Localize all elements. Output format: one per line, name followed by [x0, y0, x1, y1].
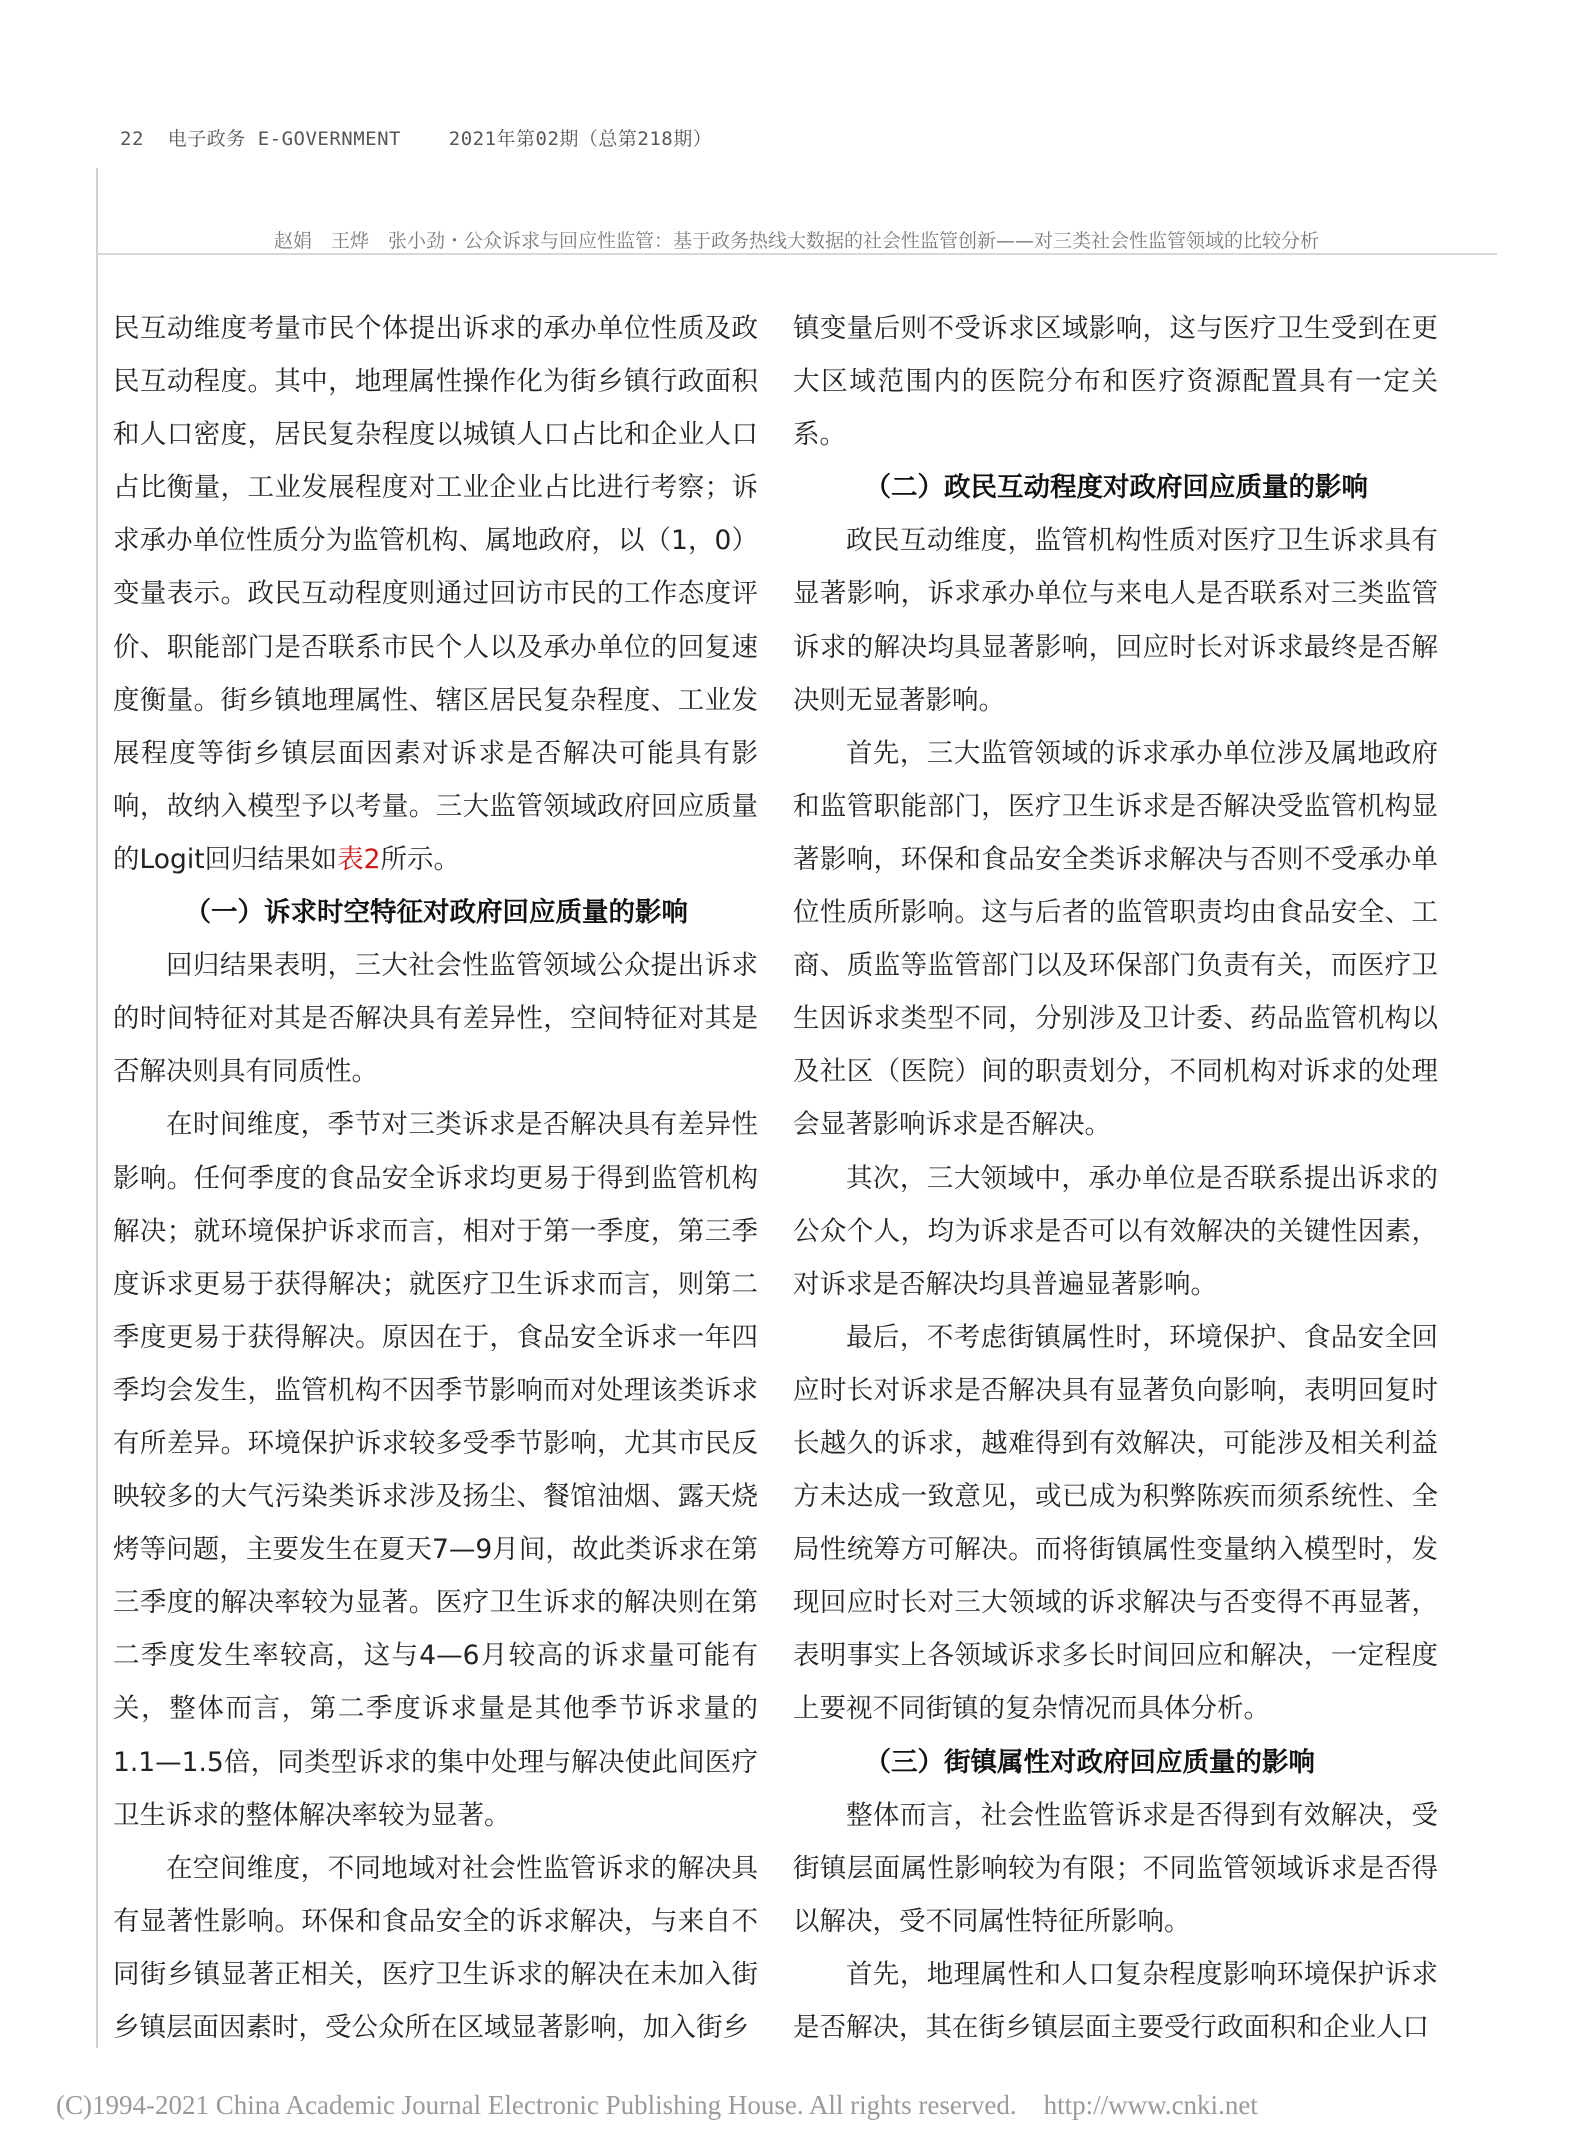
- paragraph-text: 民互动维度考量市民个体提出诉求的承办单位性质及政民互动程度。其中，地理属性操作化为街乡镇行政面积和人口密度，居民复杂程度以城镇人口占比和企业人口占比衡量，工业发展程度对工业企业占比进行考察；诉求承办单位性质分为监管机构、属地政府，以（1，0）变量表示。政民互动程度则通过回访市民的工作态度评价、职能部门是否联系市民个人以及承办单位的回复速度衡量。街乡镇地理属性、辖区居民复杂程度、工业发展程度等街乡镇层面因素对诉求是否解决可能具有影响，故纳入模型予以考量。三大监管领域政府回应质量的Logit回归结果如: [113, 313, 758, 875]
- body-paragraph: 在时间维度，季节对三类诉求是否解决具有差异性影响。任何季度的食品安全诉求均更易于得到监管机构解决；就环境保护诉求而言，相对于第一季度，第三季度诉求更易于获得解决；就医疗卫生诉求而言，则第二季度更易于获得解决。原因在于，食品安全诉求一年四季均会发生，监管机构不因季节影响而对处理该类诉求有所差异。环境保护诉求较多受季节影响，尤其市民反映较多的大气污染类诉求涉及扬尘、餐馆油烟、露天烧烤等问题，主要发生在夏天7—9月间，故此类诉求在第三季度的解决率较为显著。医疗卫生诉求的解决则在第二季度发生率较高，这与4—6月较高的诉求量可能有关，整体而言，第二季度诉求量是其他季节诉求量的1.1—1.5倍，同类型诉求的集中处理与解决使此间医疗卫生诉求的整体解决率较为显著。: [113, 1109, 758, 1831]
- cnki-url[interactable]: http://www.cnki.net: [1043, 2090, 1258, 2120]
- body-paragraph: [113, 302, 758, 886]
- left-margin-rule: [96, 168, 98, 2048]
- body-paragraph: 首先，三大监管领域的诉求承办单位涉及属地政府和监管职能部门，医疗卫生诉求是否解决受监管机构显著影响，环保和食品安全类诉求解决与否则不受承办单位性质所影响。这与后者的监管职责均由食品安全、工商、质监等监管部门以及环保部门负责有关，而医疗卫生因诉求类型不同，分别涉及卫计委、药品监管机构以及社区（医院）间的职责划分，不同机构对诉求的处理会显著影响诉求是否解决。: [793, 737, 1438, 1141]
- right-column: [793, 302, 1438, 2054]
- running-title: 赵娟 王烨 张小劲・公众诉求与回应性监管：基于政务热线大数据的社会性监管创新——对三类社会性监管领域的比较分析: [273, 230, 1319, 252]
- body-paragraph: 整体而言，社会性监管诉求是否得到有效解决，受街镇层面属性影响较为有限；不同监管领域诉求是否得以解决，受不同属性特征所影响。: [793, 1799, 1438, 1937]
- left-column: [113, 302, 758, 2054]
- table-reference-link[interactable]: 表2: [337, 843, 381, 875]
- header-divider: [96, 253, 1497, 255]
- page-footer: [56, 2090, 1258, 2121]
- page-number: 22: [120, 128, 144, 150]
- section-heading: （三）街镇属性对政府回应质量的影响: [864, 1746, 1316, 1778]
- page-header: [120, 124, 712, 151]
- paragraph-text: 所示。: [380, 843, 460, 875]
- body-paragraph: 镇变量后则不受诉求区域影响，这与医疗卫生受到在更大区域范围内的医院分布和医疗资源配置具有一定关系。: [793, 313, 1438, 451]
- body-paragraph: 回归结果表明，三大社会性监管领域公众提出诉求的时间特征对其是否解决具有差异性，空间特征对其是否解决则具有同质性。: [113, 950, 758, 1088]
- body-paragraph: 政民互动维度，监管机构性质对医疗卫生诉求具有显著影响，诉求承办单位与来电人是否联系对三类监管诉求的解决均具显著影响，回应时长对诉求最终是否解决则无显著影响。: [793, 525, 1438, 716]
- body-paragraph: 首先，地理属性和人口复杂程度影响环境保护诉求是否解决，其在街乡镇层面主要受行政面积和企业人口: [793, 1958, 1438, 2043]
- journal-issue: 2021年第02期（总第218期）: [448, 128, 713, 150]
- section-heading: （一）诉求时空特征对政府回应质量的影响: [184, 897, 689, 929]
- body-paragraph: 最后，不考虑街镇属性时，环境保护、食品安全回应时长对诉求是否解决具有显著负向影响，表明回复时长越久的诉求，越难得到有效解决，可能涉及相关利益方未达成一致意见，或已成为积弊陈疾而须系统性、全局性统筹方可解决。而将街镇属性变量纳入模型时，发现回应时长对三大领域的诉求解决与否变得不再显著，表明事实上各领域诉求多长时间回应和解决，一定程度上要视不同街镇的复杂情况而具体分析。: [793, 1321, 1438, 1725]
- body-paragraph: 在空间维度，不同地域对社会性监管诉求的解决具有显著性影响。环保和食品安全的诉求解决，与来自不同街乡镇显著正相关，医疗卫生诉求的解决在未加入街乡镇层面因素时，受公众所在区域显著影响，加入街乡: [113, 1852, 758, 2043]
- journal-name: 电子政务 E-GOVERNMENT: [167, 128, 401, 150]
- section-heading: （二）政民互动程度对政府回应质量的影响: [864, 472, 1369, 504]
- body-paragraph: 其次，三大领域中，承办单位是否联系提出诉求的公众个人，均为诉求是否可以有效解决的关键性因素，对诉求是否解决均具普遍显著影响。: [793, 1162, 1438, 1300]
- copyright-notice: (C)1994-2021 China Academic Journal Electronic Publishing House. All rights reserved.: [56, 2090, 1017, 2120]
